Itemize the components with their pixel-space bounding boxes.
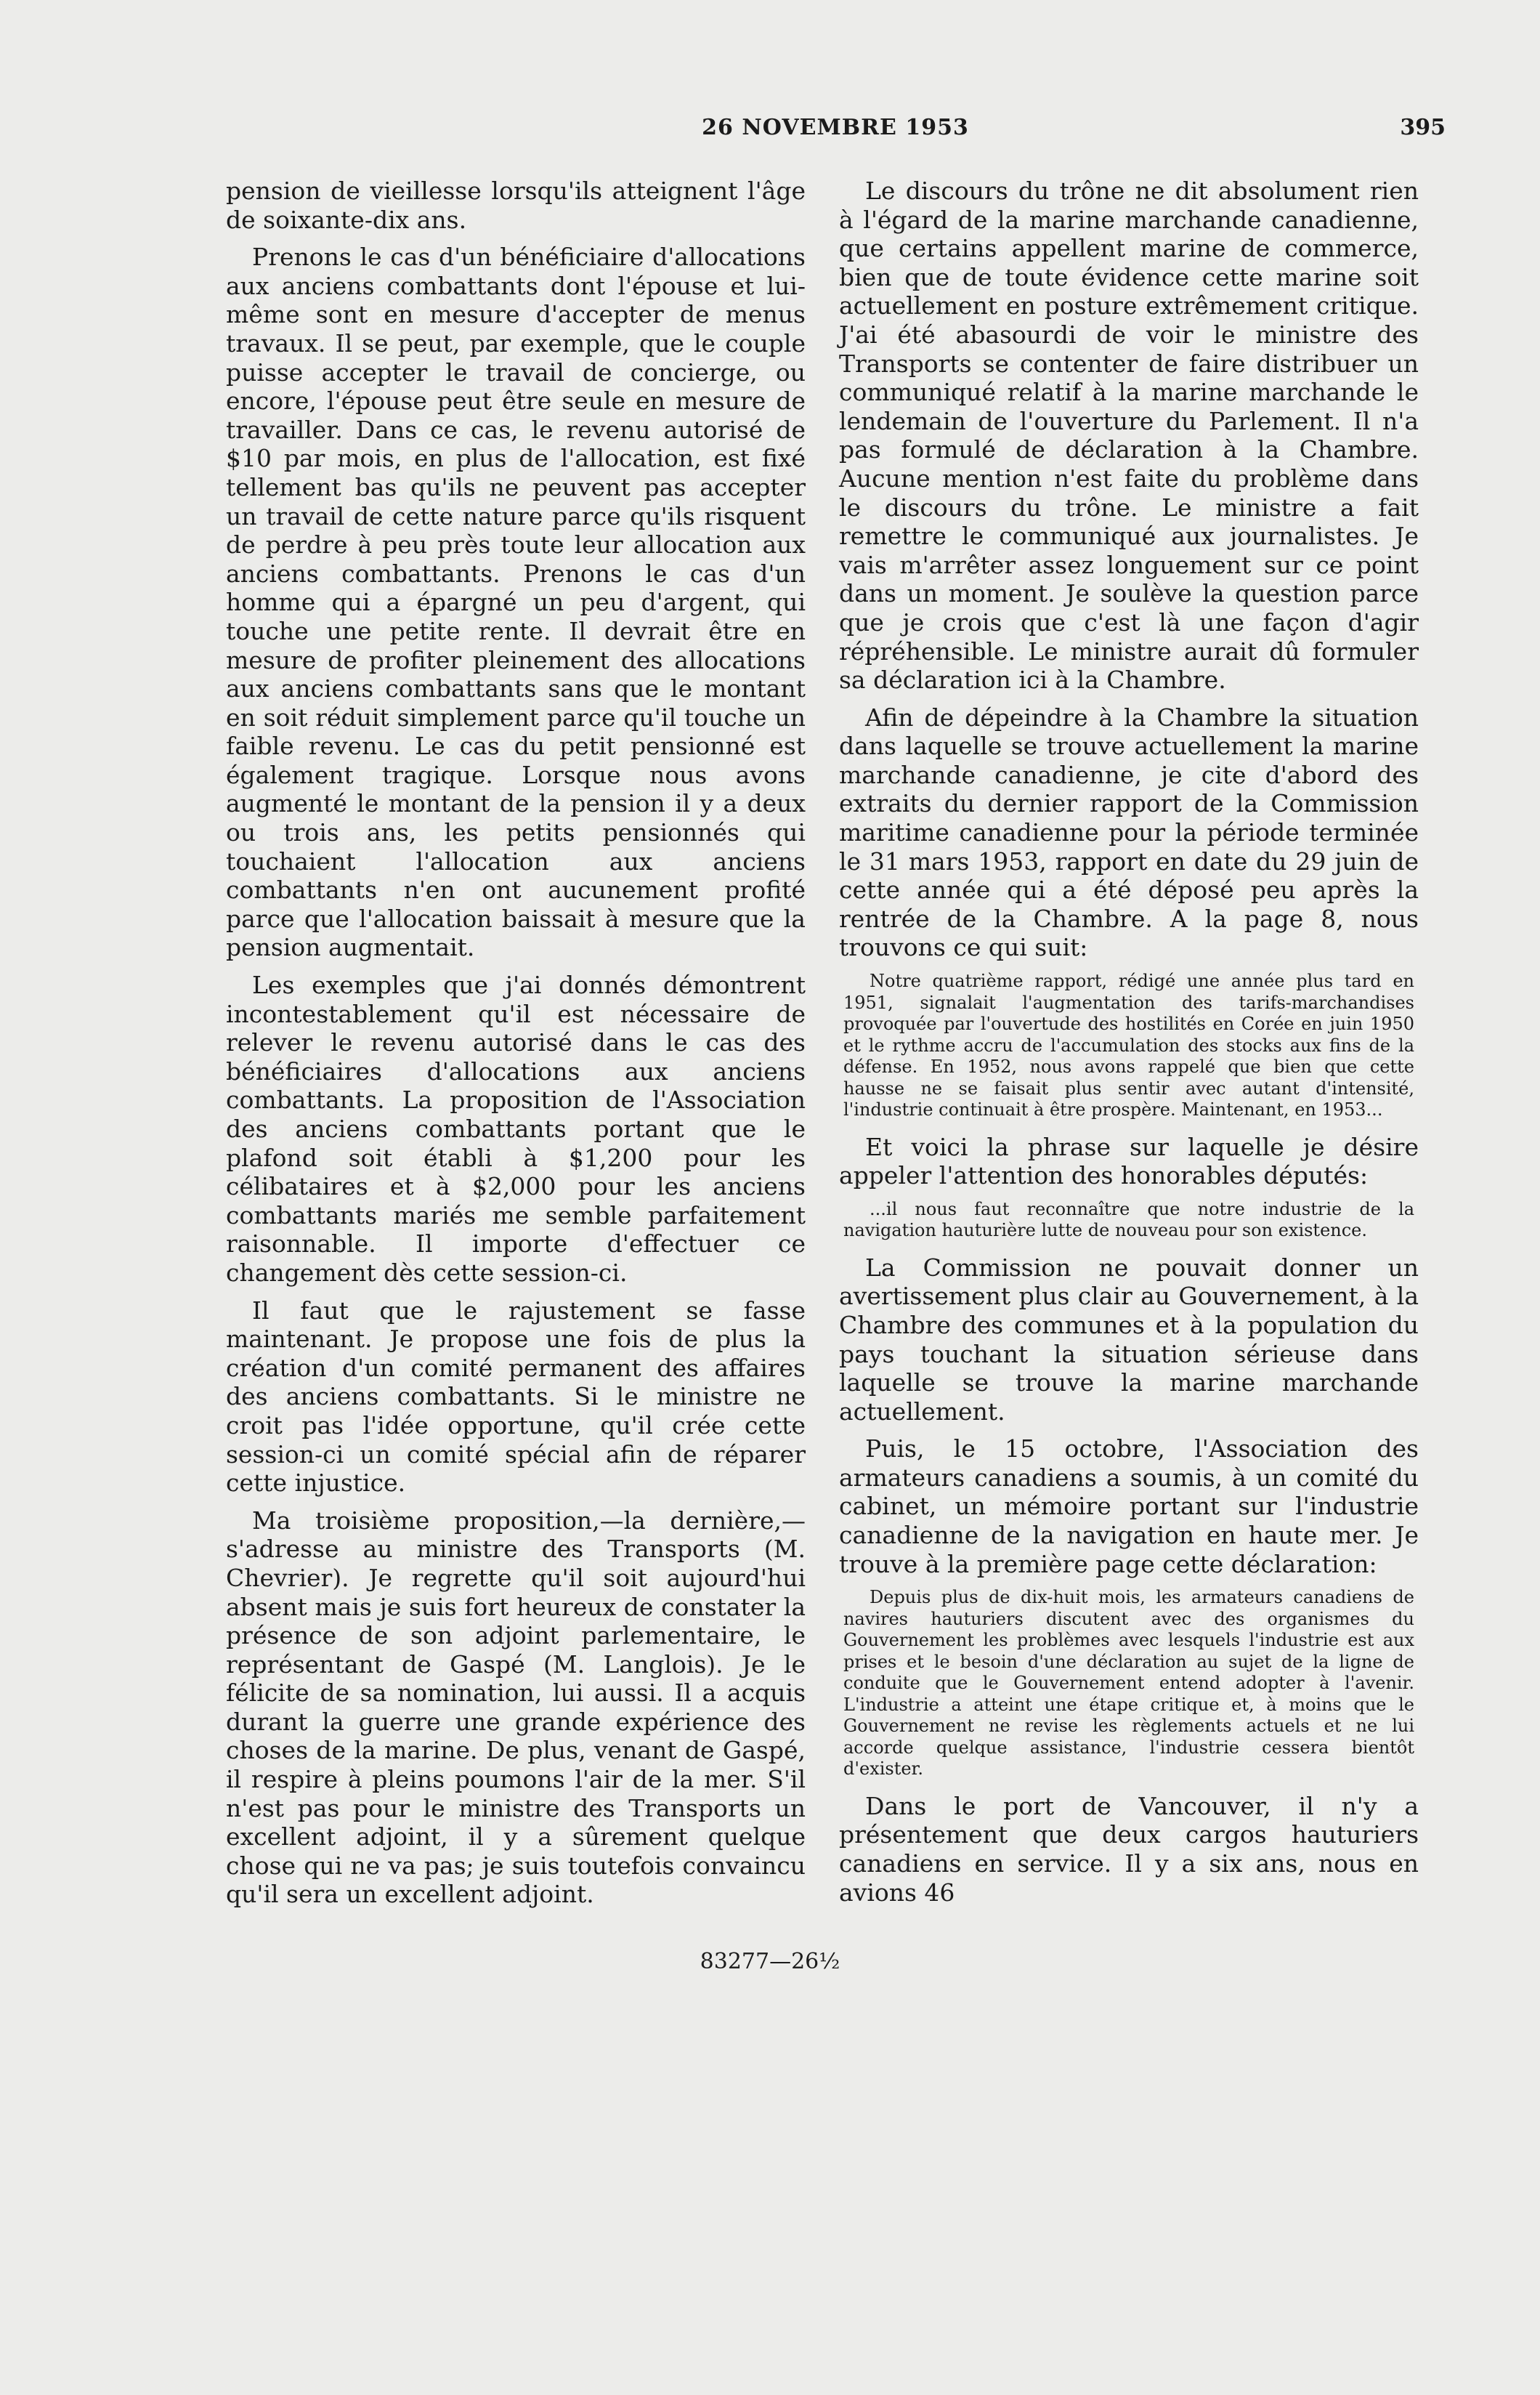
left-column bbox=[226, 177, 806, 1918]
block-quote: Notre quatrième rapport, rédigé une année plus tard en 1951, signalait l'augmentation des tarifs-marchandises provoquée par l'ouvertude des hostilités en Corée en juin 1950 et le rythme accru de l'accumulation des stocks aux fins de la défense. En 1952, nous avons rappelé que bien que cette hausse ne se faisait plus sentir avec autant d'intensité, l'industrie continuait à être prospère. Maintenant, en 1953... bbox=[843, 971, 1414, 1120]
paragraph: Prenons le cas d'un bénéficiaire d'allocations aux anciens combattants dont l'épouse et lui-même sont en mesure d'accepter de menus travaux. Il se peut, par exemple, que le couple puisse accepter le travail de concierge, ou encore, l'épouse peut être seule en mesure de travailler. Dans ce cas, le revenu autorisé de $10 par mois, en plus de l'allocation, est fixé tellement bas qu'ils ne peuvent pas accepter un travail de cette nature parce qu'ils risquent de perdre à peu près toute leur allocation aux anciens combattants. Prenons le cas d'un homme qui a épargné un peu d'argent, qui touche une petite rente. Il devrait être en mesure de profiter pleinement des allocations aux anciens combattants sans que le montant en soit réduit simplement parce qu'il touche un faible revenu. Le cas du petit pensionné est également tragique. Lorsque nous avons augmenté le montant de la pension il y a deux ou trois ans, les petits pensionnés qui touchaient l'allocation aux anciens combattants n'en ont aucunement profité parce que l'allocation baissait à mesure que la pension augmentait. bbox=[226, 243, 806, 962]
paragraph: Il faut que le rajustement se fasse maintenant. Je propose une fois de plus la création d'un comité permanent des affaires des anciens combattants. Si le ministre ne croit pas l'idée opportune, qu'il crée cette session-ci un comité spécial afin de réparer cette injustice. bbox=[226, 1296, 806, 1498]
footer-code: 83277—26½ bbox=[700, 1949, 840, 1974]
paragraph: Les exemples que j'ai donnés démontrent incontestablement qu'il est nécessaire de relever le revenu autorisé dans le cas des bénéficiaires d'allocations aux anciens combattants. La proposition de l'Association des anciens combattants portant que le plafond soit établi à $1,200 pour les célibataires et à $2,000 pour les anciens combattants mariés me semble parfaitement raisonnable. Il importe d'effectuer ce changement dès cette session-ci. bbox=[226, 971, 806, 1287]
paragraph: La Commission ne pouvait donner un avertissement plus clair au Gouvernement, à la Chambre des communes et à la population du pays touchant la situation sérieuse dans laquelle se trouve la marine marchande actuellement. bbox=[839, 1253, 1419, 1426]
paragraph: Le discours du trône ne dit absolument rien à l'égard de la marine marchande canadienne, que certains appellent marine de commerce, bien que de toute évidence cette marine soit actuellement en posture extrêmement critique. J'ai été abasourdi de voir le ministre des Transports se contenter de faire distribuer un communiqué relatif à la marine marchande le lendemain de l'ouverture du Parlement. Il n'a pas formulé de déclaration à la Chambre. Aucune mention n'est faite du problème dans le discours du trône. Le ministre a fait remettre le communiqué aux journalistes. Je vais m'arrêter assez longuement sur ce point dans un moment. Je soulève la question parce que je crois que c'est là une façon d'agir répréhensible. Le ministre aurait dû formuler sa déclaration ici à la Chambre. bbox=[839, 177, 1419, 695]
paragraph: Dans le port de Vancouver, il n'y a présentement que deux cargos hauturiers canadiens en service. Il y a six ans, nous en avions 46 bbox=[839, 1791, 1419, 1907]
paragraph: pension de vieillesse lorsqu'ils atteignent l'âge de soixante-dix ans. bbox=[226, 177, 806, 234]
block-quote: ...il nous faut reconnaître que notre industrie de la navigation hauturière lutte de nouveau pour son existence. bbox=[843, 1198, 1414, 1241]
page-number: 395 bbox=[1400, 115, 1446, 140]
paragraph: Ma troisième proposition,—la dernière,— s'adresse au ministre des Transports (M. Chevrier). Je regrette qu'il soit aujourd'hui absent mais je suis fort heureux de constater la présence de son adjoint parlementaire, le représentant de Gaspé (M. Langlois). Je le félicite de sa nomination, lui aussi. Il a acquis durant la guerre une grande expérience des choses de la marine. De plus, venant de Gaspé, il respire à pleins poumons l'air de la mer. S'il n'est pas pour le ministre des Transports un excellent adjoint, il y a sûrement quelque chose qui ne va pas; je suis toutefois convaincu qu'il sera un excellent adjoint. bbox=[226, 1506, 806, 1909]
running-header bbox=[225, 115, 1446, 151]
right-column bbox=[839, 177, 1419, 1915]
paragraph: Et voici la phrase sur laquelle je désire appeler l'attention des honorables députés: bbox=[839, 1132, 1419, 1190]
paragraph: Puis, le 15 octobre, l'Association des armateurs canadiens a soumis, à un comité du cabinet, un mémoire portant sur l'industrie canadienne de la navigation en haute mer. Je trouve à la première page cette déclaration: bbox=[839, 1434, 1419, 1578]
paragraph: Afin de dépeindre à la Chambre la situation dans laquelle se trouve actuellement la marine marchande canadienne, je cite d'abord des extraits du dernier rapport de la Commission maritime canadienne pour la période terminée le 31 mars 1953, rapport en date du 29 juin de cette année qui a été déposé peu après la rentrée de la Chambre. A la page 8, nous trouvons ce qui suit: bbox=[839, 703, 1419, 962]
header-date: 26 NOVEMBRE 1953 bbox=[702, 115, 969, 140]
block-quote: Depuis plus de dix-huit mois, les armateurs canadiens de navires hauturiers discutent avec des organismes du Gouvernement les problèmes avec lesquels l'industrie est aux prises et le besoin d'une déclaration au sujet de la ligne de conduite que le Gouvernement entend adopter à l'avenir. L'industrie a atteint une étape critique et, à moins que le Gouvernement ne revise les règlements actuels et ne lui accorde quelque assistance, l'industrie cessera bientôt d'exister. bbox=[843, 1587, 1414, 1780]
